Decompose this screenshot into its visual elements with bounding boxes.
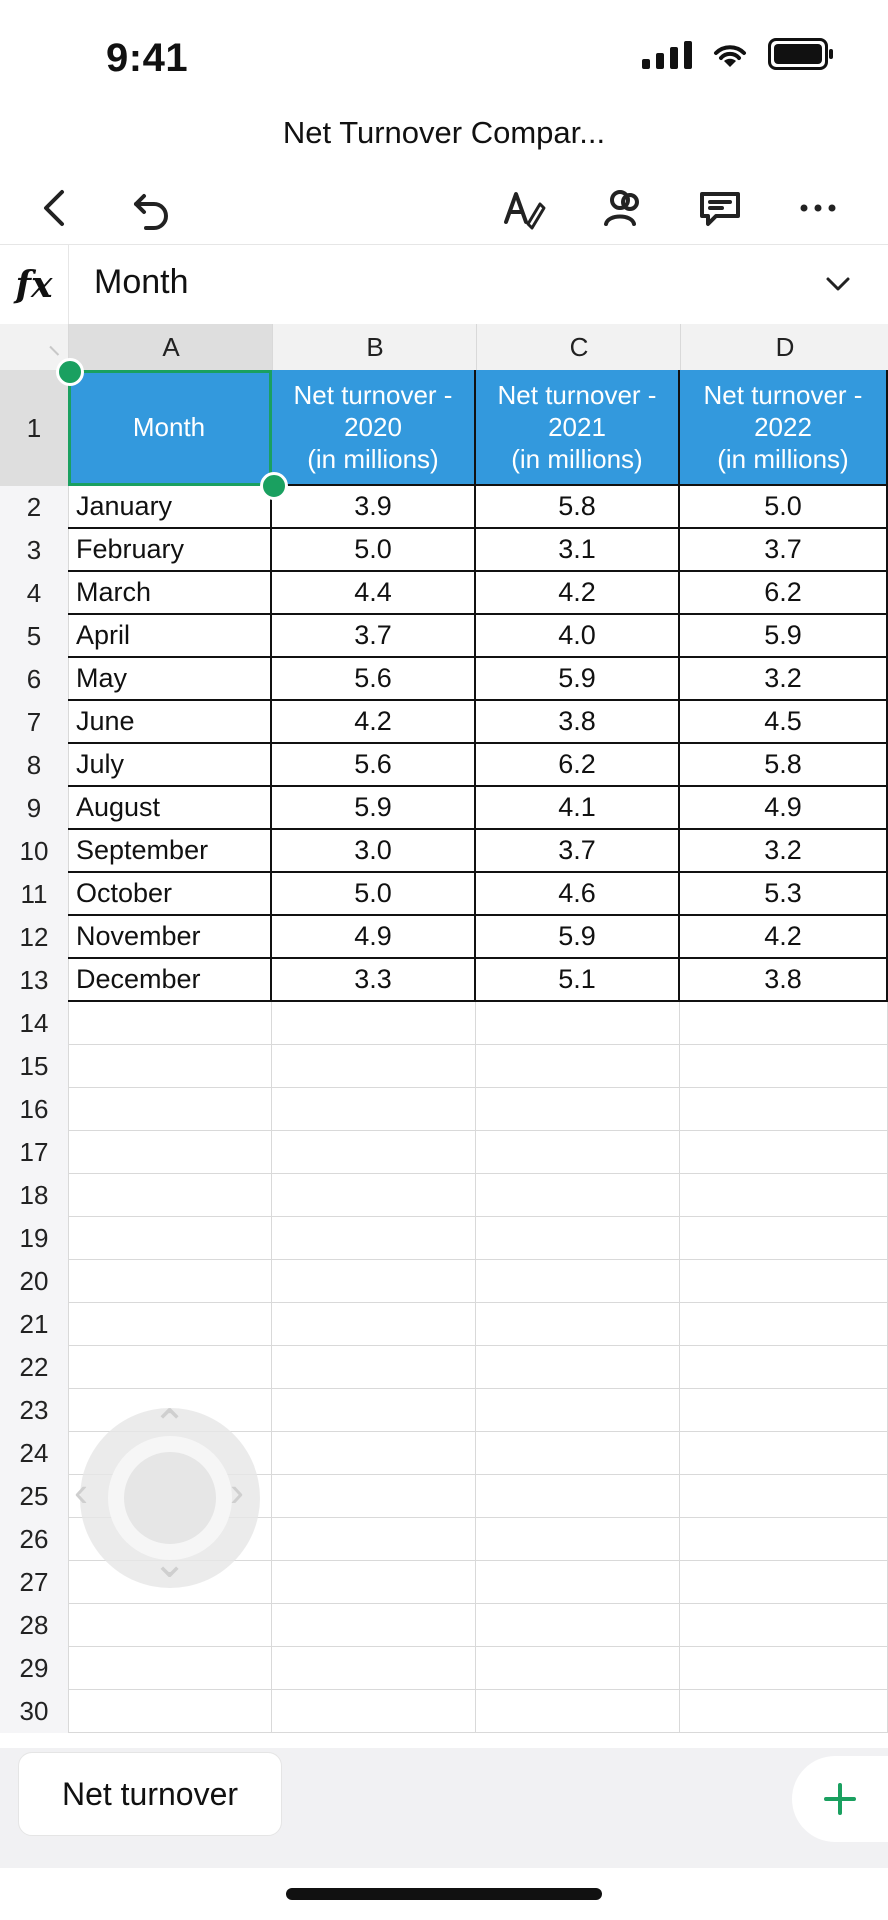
table-cell[interactable]: 4.9 (680, 787, 888, 830)
joystick-left-icon[interactable]: ‹ (74, 1468, 88, 1515)
table-cell[interactable]: August (68, 787, 272, 830)
table-cell[interactable]: 4.2 (476, 572, 680, 615)
empty-cell[interactable] (476, 1475, 680, 1518)
formula-expand-button[interactable] (818, 263, 858, 303)
empty-cell[interactable] (272, 1260, 476, 1303)
formula-bar (0, 244, 888, 326)
table-cell[interactable]: September (68, 830, 272, 873)
table-cell[interactable]: 3.8 (476, 701, 680, 744)
row-header[interactable]: 15 (19, 1051, 49, 1081)
empty-cell[interactable] (680, 1260, 888, 1303)
empty-cell[interactable] (680, 1604, 888, 1647)
back-button[interactable] (28, 180, 84, 236)
table-cell[interactable]: July (68, 744, 272, 787)
empty-cell[interactable] (476, 1174, 680, 1217)
table-header-cell[interactable]: Net turnover - 2021 (in millions) (476, 370, 680, 486)
sheet-tab-net-turnover[interactable]: Net turnover (18, 1752, 282, 1836)
column-header-a[interactable]: A (68, 324, 273, 370)
empty-cell[interactable] (68, 1346, 272, 1389)
more-button[interactable] (790, 180, 846, 236)
empty-cell[interactable] (680, 1518, 888, 1561)
empty-cell[interactable] (272, 1561, 476, 1604)
row-header[interactable]: 17 (19, 1137, 49, 1167)
joystick-down-icon[interactable]: ⌄ (152, 1539, 188, 1586)
empty-cell[interactable] (680, 1389, 888, 1432)
table-cell[interactable]: 5.6 (272, 658, 476, 701)
table-cell[interactable]: 4.4 (272, 572, 476, 615)
row-header[interactable]: 4 (26, 578, 42, 608)
empty-cell[interactable] (272, 1217, 476, 1260)
home-indicator (286, 1888, 602, 1900)
empty-cell[interactable] (68, 1002, 272, 1045)
empty-cell[interactable] (476, 1217, 680, 1260)
row-header[interactable]: 20 (19, 1266, 49, 1296)
column-header-d[interactable]: D (680, 324, 888, 370)
table-cell[interactable]: February (68, 529, 272, 572)
empty-cell[interactable] (68, 1647, 272, 1690)
table-cell[interactable]: 4.2 (272, 701, 476, 744)
table-cell[interactable]: October (68, 873, 272, 916)
formula-input[interactable]: Month (94, 263, 189, 301)
empty-cell[interactable] (476, 1045, 680, 1088)
empty-cell[interactable] (272, 1432, 476, 1475)
table-cell[interactable]: 5.6 (272, 744, 476, 787)
empty-cell[interactable] (272, 1088, 476, 1131)
table-header-cell[interactable]: Net turnover - 2022 (in millions) (680, 370, 888, 486)
empty-cell[interactable] (272, 1131, 476, 1174)
empty-cell[interactable] (272, 1647, 476, 1690)
empty-cell[interactable] (272, 1346, 476, 1389)
row-headers (0, 370, 69, 1733)
table-cell[interactable]: 5.9 (476, 916, 680, 959)
row-header[interactable]: 28 (19, 1610, 49, 1640)
empty-cell[interactable] (680, 1432, 888, 1475)
empty-cell[interactable] (68, 1604, 272, 1647)
format-button[interactable] (494, 180, 550, 236)
empty-cell[interactable] (272, 1475, 476, 1518)
row-header[interactable]: 25 (19, 1481, 49, 1511)
back-icon (32, 184, 80, 232)
row-header[interactable]: 8 (26, 750, 42, 780)
row-header[interactable]: 27 (19, 1567, 49, 1597)
selection-handle-start[interactable] (56, 358, 84, 386)
empty-cell[interactable] (476, 1432, 680, 1475)
empty-cell[interactable] (476, 1131, 680, 1174)
empty-cell[interactable] (476, 1518, 680, 1561)
cellular-signal-icon (642, 39, 692, 69)
fx-label: fx (0, 245, 69, 325)
more-icon (794, 184, 842, 232)
column-header-b[interactable]: B (272, 324, 477, 370)
row-header[interactable]: 30 (19, 1696, 49, 1726)
empty-cell[interactable] (680, 1475, 888, 1518)
chevron-down-icon (824, 273, 852, 293)
add-sheet-button[interactable] (792, 1756, 888, 1842)
row-header[interactable]: 3 (26, 535, 42, 565)
empty-cell[interactable] (680, 1217, 888, 1260)
empty-cell[interactable] (680, 1088, 888, 1131)
empty-cell[interactable] (476, 1002, 680, 1045)
row-header[interactable]: 14 (19, 1008, 49, 1038)
table-cell[interactable]: 4.0 (476, 615, 680, 658)
joystick-right-icon[interactable]: › (230, 1468, 244, 1515)
format-icon (498, 184, 546, 232)
table-cell[interactable]: December (68, 959, 272, 1002)
empty-cell[interactable] (680, 1303, 888, 1346)
empty-cell[interactable] (680, 1002, 888, 1045)
table-cell[interactable]: 5.8 (476, 486, 680, 529)
table-cell[interactable]: 5.9 (680, 615, 888, 658)
empty-cell[interactable] (476, 1346, 680, 1389)
row-header[interactable]: 7 (26, 707, 42, 737)
empty-cell[interactable] (272, 1518, 476, 1561)
empty-cell[interactable] (680, 1561, 888, 1604)
row-header[interactable]: 16 (19, 1094, 49, 1124)
row-header[interactable]: 29 (19, 1653, 49, 1683)
row-header[interactable]: 9 (26, 793, 42, 823)
empty-cell[interactable] (68, 1088, 272, 1131)
empty-cell[interactable] (272, 1389, 476, 1432)
empty-cell[interactable] (68, 1131, 272, 1174)
table-cell[interactable]: 5.0 (680, 486, 888, 529)
empty-cell[interactable] (476, 1260, 680, 1303)
empty-cell[interactable] (272, 1045, 476, 1088)
empty-cell[interactable] (68, 1260, 272, 1303)
table-cell[interactable]: 5.3 (680, 873, 888, 916)
empty-cell[interactable] (68, 1217, 272, 1260)
row-header[interactable]: 12 (19, 922, 49, 952)
joystick-up-icon[interactable]: ⌃ (152, 1401, 188, 1448)
row-header[interactable]: 26 (19, 1524, 49, 1554)
table-cell[interactable]: January (68, 486, 272, 529)
row-header[interactable]: 23 (19, 1395, 49, 1425)
selection-handle-end[interactable] (260, 472, 288, 500)
column-header-c[interactable]: C (476, 324, 681, 370)
table-cell[interactable]: 3.7 (680, 529, 888, 572)
empty-cell[interactable] (680, 1346, 888, 1389)
row-header[interactable]: 18 (19, 1180, 49, 1210)
table-cell[interactable]: 3.7 (476, 830, 680, 873)
battery-icon (768, 38, 828, 70)
wifi-icon (710, 39, 750, 69)
table-cell[interactable]: 3.8 (680, 959, 888, 1002)
table-cell[interactable]: 4.2 (680, 916, 888, 959)
column-headers (0, 324, 888, 371)
empty-cell[interactable] (68, 1045, 272, 1088)
table-cell[interactable]: 3.1 (476, 529, 680, 572)
undo-button[interactable] (124, 180, 180, 236)
empty-cell[interactable] (476, 1561, 680, 1604)
empty-cell[interactable] (272, 1174, 476, 1217)
collaborators-button[interactable] (594, 180, 650, 236)
table-cell[interactable]: 3.0 (272, 830, 476, 873)
table-cell[interactable]: 6.2 (680, 572, 888, 615)
table-cell[interactable]: 5.0 (272, 873, 476, 916)
sheet-tab-bar (0, 1748, 888, 1868)
table-cell[interactable]: 6.2 (476, 744, 680, 787)
top-toolbar (0, 170, 888, 240)
table-cell[interactable]: 4.6 (476, 873, 680, 916)
row-header[interactable]: 22 (19, 1352, 49, 1382)
table-cell[interactable]: April (68, 615, 272, 658)
table-cell[interactable]: 4.1 (476, 787, 680, 830)
empty-cell[interactable] (272, 1303, 476, 1346)
table-cell[interactable]: November (68, 916, 272, 959)
table-cell[interactable]: 5.0 (272, 529, 476, 572)
table-cell[interactable]: 3.3 (272, 959, 476, 1002)
table-header-cell[interactable]: Net turnover - 2020 (in millions) (272, 370, 476, 486)
table-cell[interactable]: 5.9 (272, 787, 476, 830)
table-header-cell[interactable]: Month (68, 370, 272, 486)
navigation-joystick[interactable] (74, 1401, 260, 1588)
empty-cell[interactable] (68, 1303, 272, 1346)
comment-icon (696, 184, 744, 232)
table-cell[interactable]: 4.9 (272, 916, 476, 959)
row-header[interactable]: 24 (19, 1438, 49, 1468)
empty-cell[interactable] (272, 1002, 476, 1045)
collaborators-icon (598, 184, 646, 232)
document-title[interactable]: Net Turnover Compar... (282, 115, 606, 150)
empty-cell[interactable] (680, 1174, 888, 1217)
status-time: 9:41 (106, 36, 189, 80)
empty-cell[interactable] (476, 1088, 680, 1131)
table-cell[interactable]: May (68, 658, 272, 701)
table-cell[interactable]: 5.8 (680, 744, 888, 787)
table-cell[interactable]: 5.9 (476, 658, 680, 701)
table-cell[interactable]: June (68, 701, 272, 744)
plus-icon (820, 1779, 860, 1819)
empty-cell[interactable] (680, 1647, 888, 1690)
empty-cell[interactable] (68, 1690, 272, 1733)
empty-cell[interactable] (680, 1131, 888, 1174)
table-cell[interactable]: 4.5 (680, 701, 888, 744)
row-header[interactable]: 1 (0, 370, 68, 486)
row-header[interactable]: 2 (26, 492, 42, 522)
table-cell[interactable]: March (68, 572, 272, 615)
empty-cell[interactable] (272, 1604, 476, 1647)
row-header[interactable]: 5 (26, 621, 42, 651)
row-header[interactable]: 11 (20, 879, 48, 909)
undo-icon (128, 184, 176, 232)
table-cell[interactable]: 3.2 (680, 658, 888, 701)
empty-cell[interactable] (476, 1604, 680, 1647)
empty-cell[interactable] (476, 1303, 680, 1346)
row-header[interactable]: 10 (19, 836, 49, 866)
table-cell[interactable]: 3.9 (272, 486, 476, 529)
row-header[interactable]: 13 (19, 965, 49, 995)
empty-cell[interactable] (476, 1690, 680, 1733)
empty-cell[interactable] (476, 1389, 680, 1432)
row-header[interactable]: 21 (19, 1309, 49, 1339)
empty-cell[interactable] (68, 1174, 272, 1217)
status-bar (0, 0, 888, 110)
comment-button[interactable] (692, 180, 748, 236)
table-cell[interactable]: 5.1 (476, 959, 680, 1002)
row-header[interactable]: 19 (19, 1223, 49, 1253)
table-cell[interactable]: 3.2 (680, 830, 888, 873)
table-cell[interactable]: 3.7 (272, 615, 476, 658)
empty-cell[interactable] (476, 1647, 680, 1690)
empty-cell[interactable] (680, 1690, 888, 1733)
empty-cell[interactable] (272, 1690, 476, 1733)
empty-cell[interactable] (680, 1045, 888, 1088)
row-header[interactable]: 6 (26, 664, 42, 694)
status-icons (642, 38, 828, 70)
